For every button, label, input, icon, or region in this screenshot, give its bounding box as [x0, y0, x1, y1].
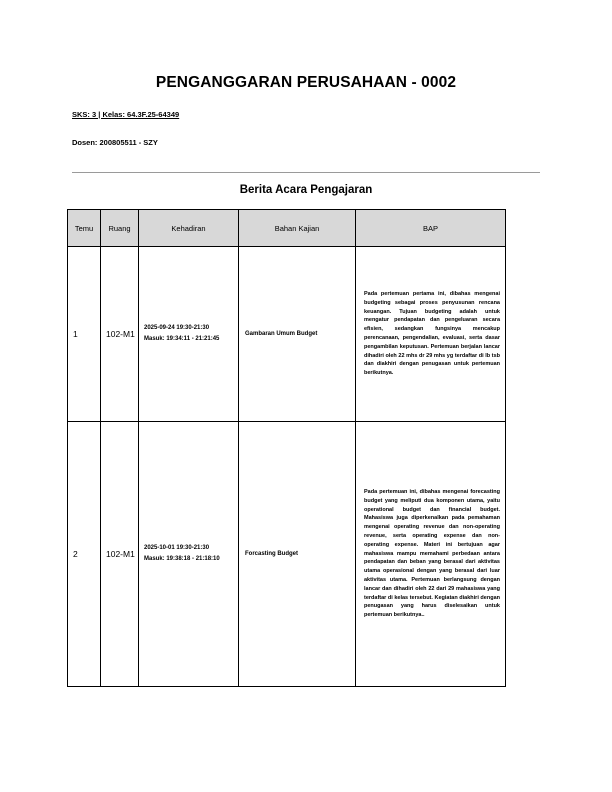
header-ruang: Ruang	[101, 210, 139, 247]
kehadiran-masuk: Masuk: 19:38:18 - 21:18:10	[144, 556, 220, 562]
cell-kehadiran	[139, 422, 239, 687]
table-row	[68, 422, 506, 687]
cell-bahan-kajian: Gambaran Umum Budget	[239, 247, 356, 422]
header-kehadiran: Kehadiran	[139, 210, 239, 247]
table-header-row	[68, 210, 506, 247]
cell-kehadiran	[139, 247, 239, 422]
kehadiran-jadwal: 2025-10-01 19:30-21:30	[144, 545, 210, 551]
cell-ruang: 102-M1	[101, 247, 139, 422]
cell-bap: Pada pertemuan pertama ini, dibahas mengenai budgeting sebagai proses penyusunan rencana keuangan. Tujuan budgeting adalah untuk mengatur pendapatan dan pengeluaran secara efisien, sedangkan fungsinya mencakup perencanaan, pengendalian, evaluasi, serta dasar pengambilan keputusan. Pertemuan berjalan lancar dihadiri oleh 22 mhs dr 29 mhs yg terdaftar di lb tsb dan diakhiri dengan penugasan untuk pertemuan berikutnya.	[356, 247, 506, 422]
divider	[72, 172, 540, 173]
kehadiran-masuk: Masuk: 19:34:11 - 21:21:45	[144, 336, 220, 342]
cell-temu: 2	[68, 422, 101, 687]
header-temu: Temu	[68, 210, 101, 247]
cell-ruang: 102-M1	[101, 422, 139, 687]
header-bahan-kajian: Bahan Kajian	[239, 210, 356, 247]
bap-table	[67, 209, 506, 687]
cell-temu: 1	[68, 247, 101, 422]
header-bap: BAP	[356, 210, 506, 247]
section-title: Berita Acara Pengajaran	[239, 184, 373, 196]
sks-kelas-info: SKS: 3 | Kelas: 64.3F.25-64349	[72, 110, 180, 119]
dosen-info: Dosen: 200805511 - SZY	[72, 138, 158, 147]
table-row	[68, 247, 506, 422]
page-title: PENGANGGARAN PERUSAHAAN - 0002	[155, 74, 457, 91]
cell-bahan-kajian: Forcasting Budget	[239, 422, 356, 687]
cell-bap: Pada pertemuan ini, dibahas mengenai forecasting budget yang meliputi dua komponen utama, yaitu operational budget dan financial budget. Mahasiswa juga diperkenalkan pada pemahaman mengenai operating revenue dan non-operating revenue, serta operating expense dan non-operating expense. Materi ini bertujuan agar mahasiswa mampu memahami perbedaan antara pendapatan dan beban yang berasal dari aktivitas utama operasional dengan yang berasal dari luar aktivitas utama. Pertemuan berlangsung dengan lancar dan dihadiri oleh 22 dari 29 mahasiswa yang terdaftar di kelas tersebut. Kegiatan diakhiri dengan penugasan yang harus diselesaikan untuk pertemuan berikutnya..	[356, 422, 506, 687]
kehadiran-jadwal: 2025-09-24 19:30-21:30	[144, 325, 210, 331]
